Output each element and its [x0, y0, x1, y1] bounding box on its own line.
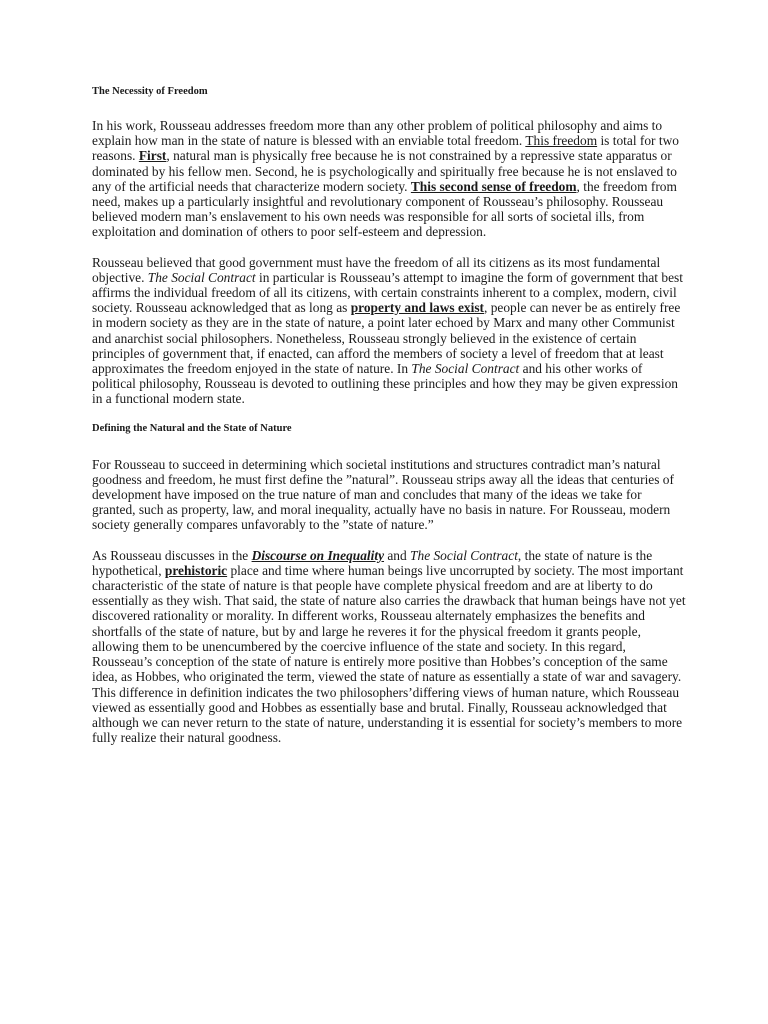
link-second-sense-of-freedom[interactable]: This second sense of freedom [410, 178, 577, 194]
p4-text-1: As Rousseau discusses in the [92, 547, 252, 563]
link-this-freedom[interactable]: This freedom [525, 133, 598, 149]
p1-text-2: is total for two reasons. [92, 133, 679, 164]
link-discourse-on-inequality[interactable]: Discourse on Inequality [251, 547, 385, 563]
p4-text-4: place and time where human beings live uncorrupted by society. The most important characteristic of the state of nature is that people have complete physical freedom and are at liberty to do essentially as they wish. That said, the state of nature also carries the drawback that human beings have not yet discovered rationality or morality. In different works, Rousseau alternately emphasizes the benefits and shortfalls of the state of nature, but by and large he reveres it for the physical freedom it grants people, allowing them to be unencumbered by the coercive influence of the state and society. In this regard, Rousseau’s conception of the state of nature is entirely more positive than Hobbes’s conception of the same idea, as Hobbes, who originated the term, viewed the state of nature as essentially a state of war and savagery. This difference in definition indicates the two philosophers’differing views of human nature, which Rousseau viewed as essentially good and Hobbes as essentially base and brutal. Finally, Rousseau acknowledged that although we can never return to the state of nature, understanding it is essential for society’s members to more fully realize their natural goodness. [92, 562, 686, 746]
link-prehistoric[interactable]: prehistoric [164, 562, 228, 578]
title-social-contract: The Social Contract [147, 269, 256, 285]
paragraph-1 [92, 118, 688, 240]
link-property-and-laws-exist[interactable]: property and laws exist [350, 300, 484, 316]
p1-text-4: , the freedom from need, makes up a particularly insightful and revolutionary component of Rousseau’s philosophy. Rousseau believed modern man’s enslavement to his own needs was responsible for all sorts of societal ills, from exploitation and domination of others to poor self-esteem and depression. [92, 178, 677, 240]
paragraph-4 [92, 548, 688, 746]
p4-text-2: and [384, 547, 411, 563]
p2-text-1: Rousseau believed that good government must have the freedom of all its citizens as its most fundamental objective. [92, 254, 661, 285]
p2-text-3: , people can never be as entirely free in modern society as they are in the state of nature, a point later echoed by Marx and many other Communist and anarchist social philosophers. Nonetheless, Rousseau strongly believed in the existence of certain principles of government that, if enacted, can afford the members of society a level of freedom that at least approximates the freedom enjoyed in the state of nature. In [92, 300, 681, 377]
p1-text-3: , natural man is physically free because he is not constrained by a repressive state apparatus or dominated by his fellow men. Second, he is psychologically and spiritually free because he is not enslaved to any of the artificial needs that characterize modern society. [92, 148, 677, 194]
p2-text-2: in particular is Rousseau’s attempt to imagine the form of government that best affirms the individual freedom of all its citizens, with certain constraints inherent to a complex, modern, civil society. Rousseau acknowledged that as long as [92, 269, 683, 316]
paragraph-3: For Rousseau to succeed in determining which societal institutions and structures contradict man’s natural goodness and freedom, he must first define the ”natural”. Rousseau strips away all the ideas that centuries of development have imposed on the true nature of man and concludes that many of the ideas we take for granted, such as property, law, and moral inequality, actually have no basis in nature. For Rousseau, modern society generally compares unfavorably to the ”state of nature.” [92, 456, 674, 533]
heading-necessity-of-freedom: The Necessity of Freedom [92, 86, 208, 97]
p4-text-3: , the state of nature is the hypothetical, [92, 547, 653, 578]
heading-defining-the-natural: Defining the Natural and the State of Nature [92, 422, 292, 434]
paragraph-2 [92, 255, 688, 407]
p1-text-1: In his work, Rousseau addresses freedom more than any other problem of political philosophy and aims to explain how man in the state of nature is blessed with an enviable total freedom. [92, 118, 663, 149]
title-social-contract-3: The Social Contract [410, 547, 518, 563]
p2-text-4: and his other works of political philosophy, Rousseau is devoted to outlining these principles and how they may be given expression in a functional modern state. [92, 361, 678, 407]
link-first[interactable]: First [138, 148, 167, 164]
title-social-contract-2: The Social Contract [411, 361, 520, 377]
